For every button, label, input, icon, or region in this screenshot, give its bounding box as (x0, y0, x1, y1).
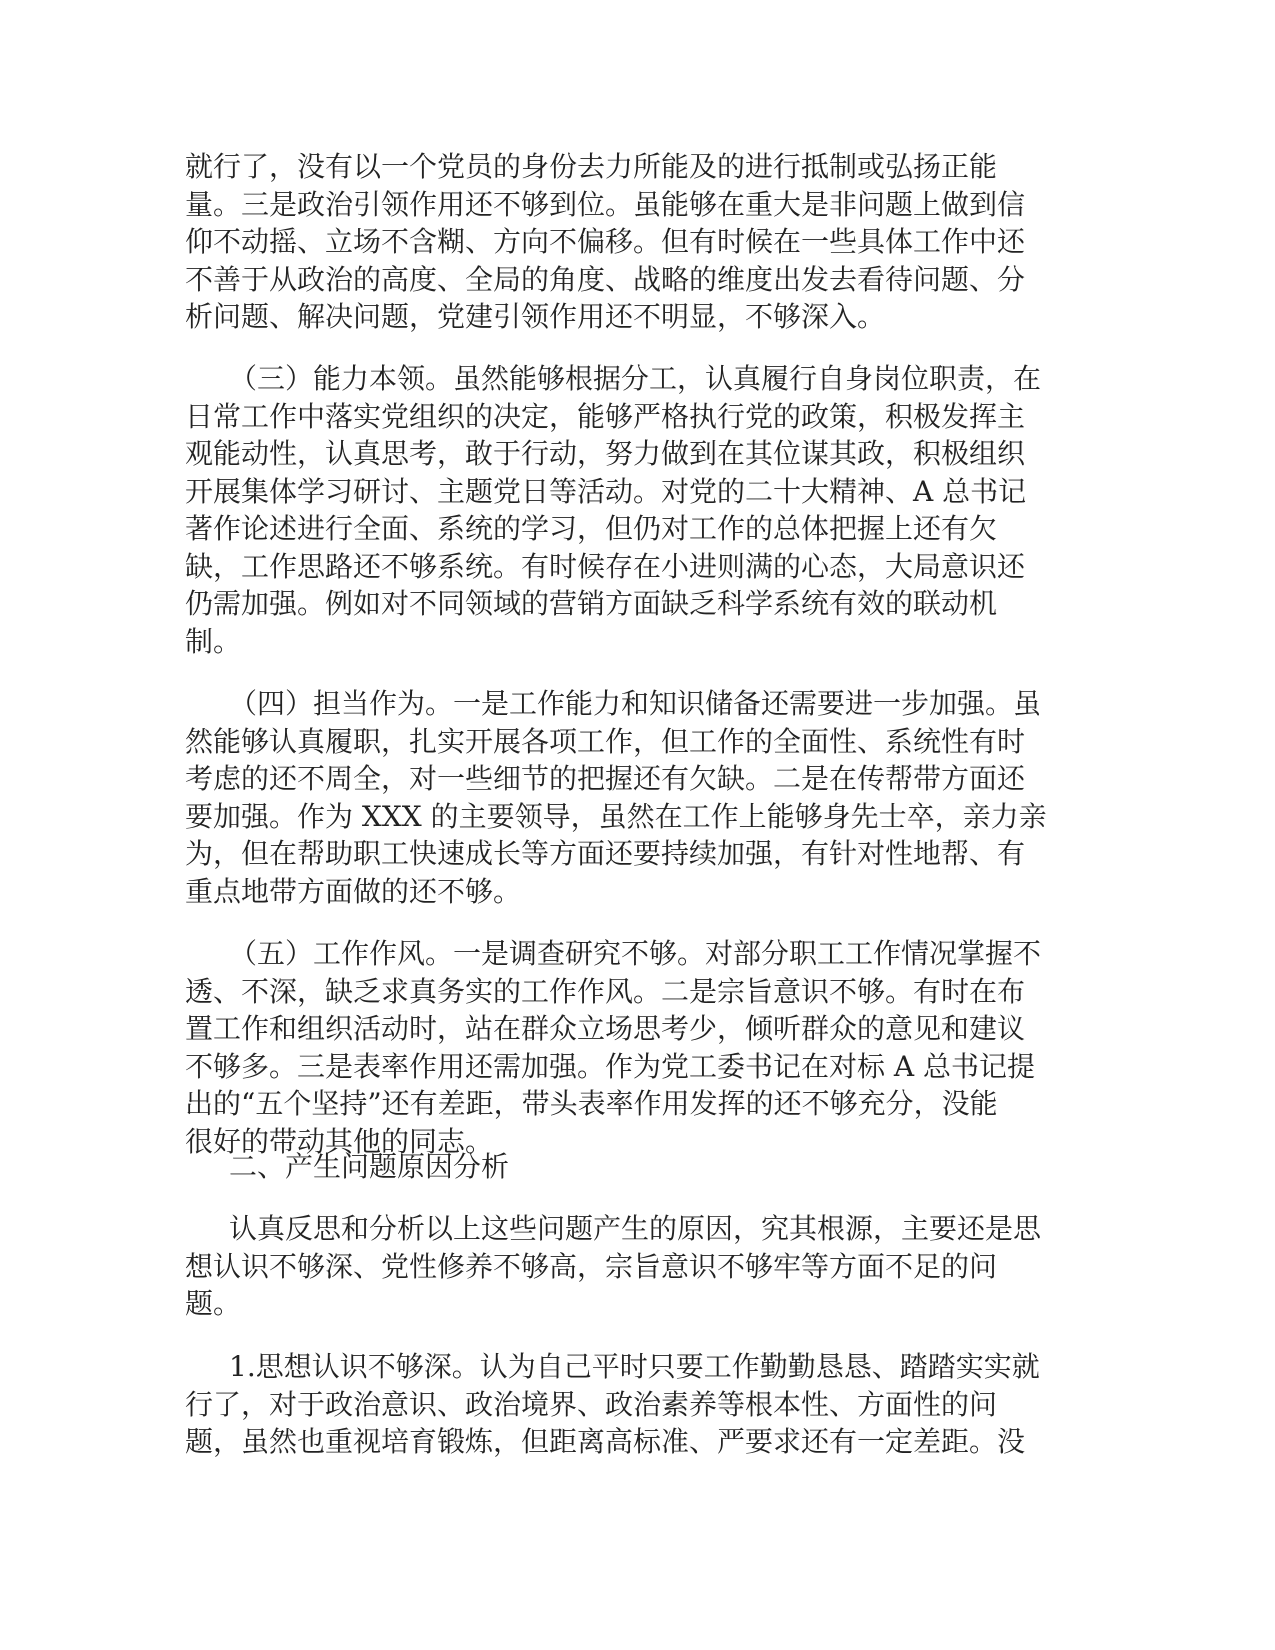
text-line: 行了，对于政治意识、政治境界、政治素养等根本性、方面性的问 (185, 1387, 998, 1421)
text-line: （五）工作作风。一是调查研究不够。对部分职工工作情况掌握不 (229, 937, 1042, 970)
text-line: 题。 (185, 1287, 242, 1320)
text-line: 题，虽然也重视培育锻炼，但距离高标准、严要求还有一定差距。没 (185, 1425, 1026, 1458)
paragraph-cause-1 (185, 1348, 1085, 1461)
text-line: （三）能力本领。虽然能够根据分工，认真履行自身岗位职责，在 (229, 362, 1042, 395)
paragraph-political-leadership (185, 148, 1085, 336)
text-line: 仍需加强。例如对不同领域的营销方面缺乏科学系统有效的联动机 (185, 587, 998, 620)
text-line: （四）担当作为。一是工作能力和知识储备还需要进一步加强。虽 (229, 687, 1042, 720)
text-line: 不善于从政治的高度、全局的角度、战略的维度出发去看待问题、分 (185, 262, 1026, 296)
text-line: 开展集体学习研讨、主题党日等活动。对党的二十大精神、A 总书记 (185, 474, 1027, 508)
paragraph-work-style (185, 935, 1085, 1160)
text-line: 想认识不够深、党性修养不够高，宗旨意识不够牢等方面不足的问 (185, 1249, 998, 1283)
text-line: 考虑的还不周全，对一些细节的把握还有欠缺。二是在传帮带方面还 (185, 762, 1026, 795)
text-line: 置工作和组织活动时，站在群众立场思考少，倾听群众的意见和建议 (185, 1012, 1026, 1045)
section-heading (185, 1148, 1085, 1186)
paragraph-cause-intro (185, 1210, 1085, 1323)
text-line: 很好的带动其他的同志。 (185, 1124, 494, 1158)
text-line: 日常工作中落实党组织的决定，能够严格执行党的政策，积极发挥主 (185, 399, 1026, 433)
paragraph-responsibility (185, 685, 1085, 910)
text-line: 缺，工作思路还不够系统。有时候存在小进则满的心态，大局意识还 (185, 549, 1026, 583)
text-line: 制。 (185, 624, 242, 658)
text-line: 量。三是政治引领作用还不够到位。虽能够在重大是非问题上做到信 (185, 187, 1026, 221)
text-line: 观能动性，认真思考，敢于行动，努力做到在其位谋其政，积极组织 (185, 437, 1026, 470)
heading-text: 二、产生问题原因分析 (229, 1150, 510, 1183)
text-line: 然能够认真履职，扎实开展各项工作，但工作的全面性、系统性有时 (185, 724, 1026, 758)
text-line: 出的“五个坚持”还有差距，带头表率作用发挥的还不够充分，没能 (185, 1087, 998, 1120)
text-line: 重点地带方面做的还不够。 (185, 874, 522, 908)
text-line: 就行了，没有以一个党员的身份去力所能及的进行抵制或弘扬正能 (185, 150, 998, 183)
text-line: 要加强。作为 XXX 的主要领导，虽然在工作上能够身先士卒，亲力亲 (185, 799, 1047, 833)
text-line: 析问题、解决问题，党建引领作用还不明显，不够深入。 (185, 300, 886, 333)
text-line: 1.思想认识不够深。认为自己平时只要工作勤勤恳恳、踏踏实实就 (229, 1350, 1040, 1383)
paragraph-ability (185, 360, 1085, 660)
text-line: 为，但在帮助职工快速成长等方面还要持续加强，有针对性地帮、有 (185, 837, 1026, 870)
text-line: 著作论述进行全面、系统的学习，但仍对工作的总体把握上还有欠 (185, 512, 998, 545)
text-line: 不够多。三是表率作用还需加强。作为党工委书记在对标 A 总书记提 (185, 1049, 1036, 1083)
text-line: 仰不动摇、立场不含糊、方向不偏移。但有时候在一些具体工作中还 (185, 225, 1026, 258)
text-line: 透、不深，缺乏求真务实的工作作风。二是宗旨意识不够。有时在布 (185, 974, 1026, 1008)
text-line: 认真反思和分析以上这些问题产生的原因，究其根源，主要还是思 (229, 1212, 1042, 1245)
